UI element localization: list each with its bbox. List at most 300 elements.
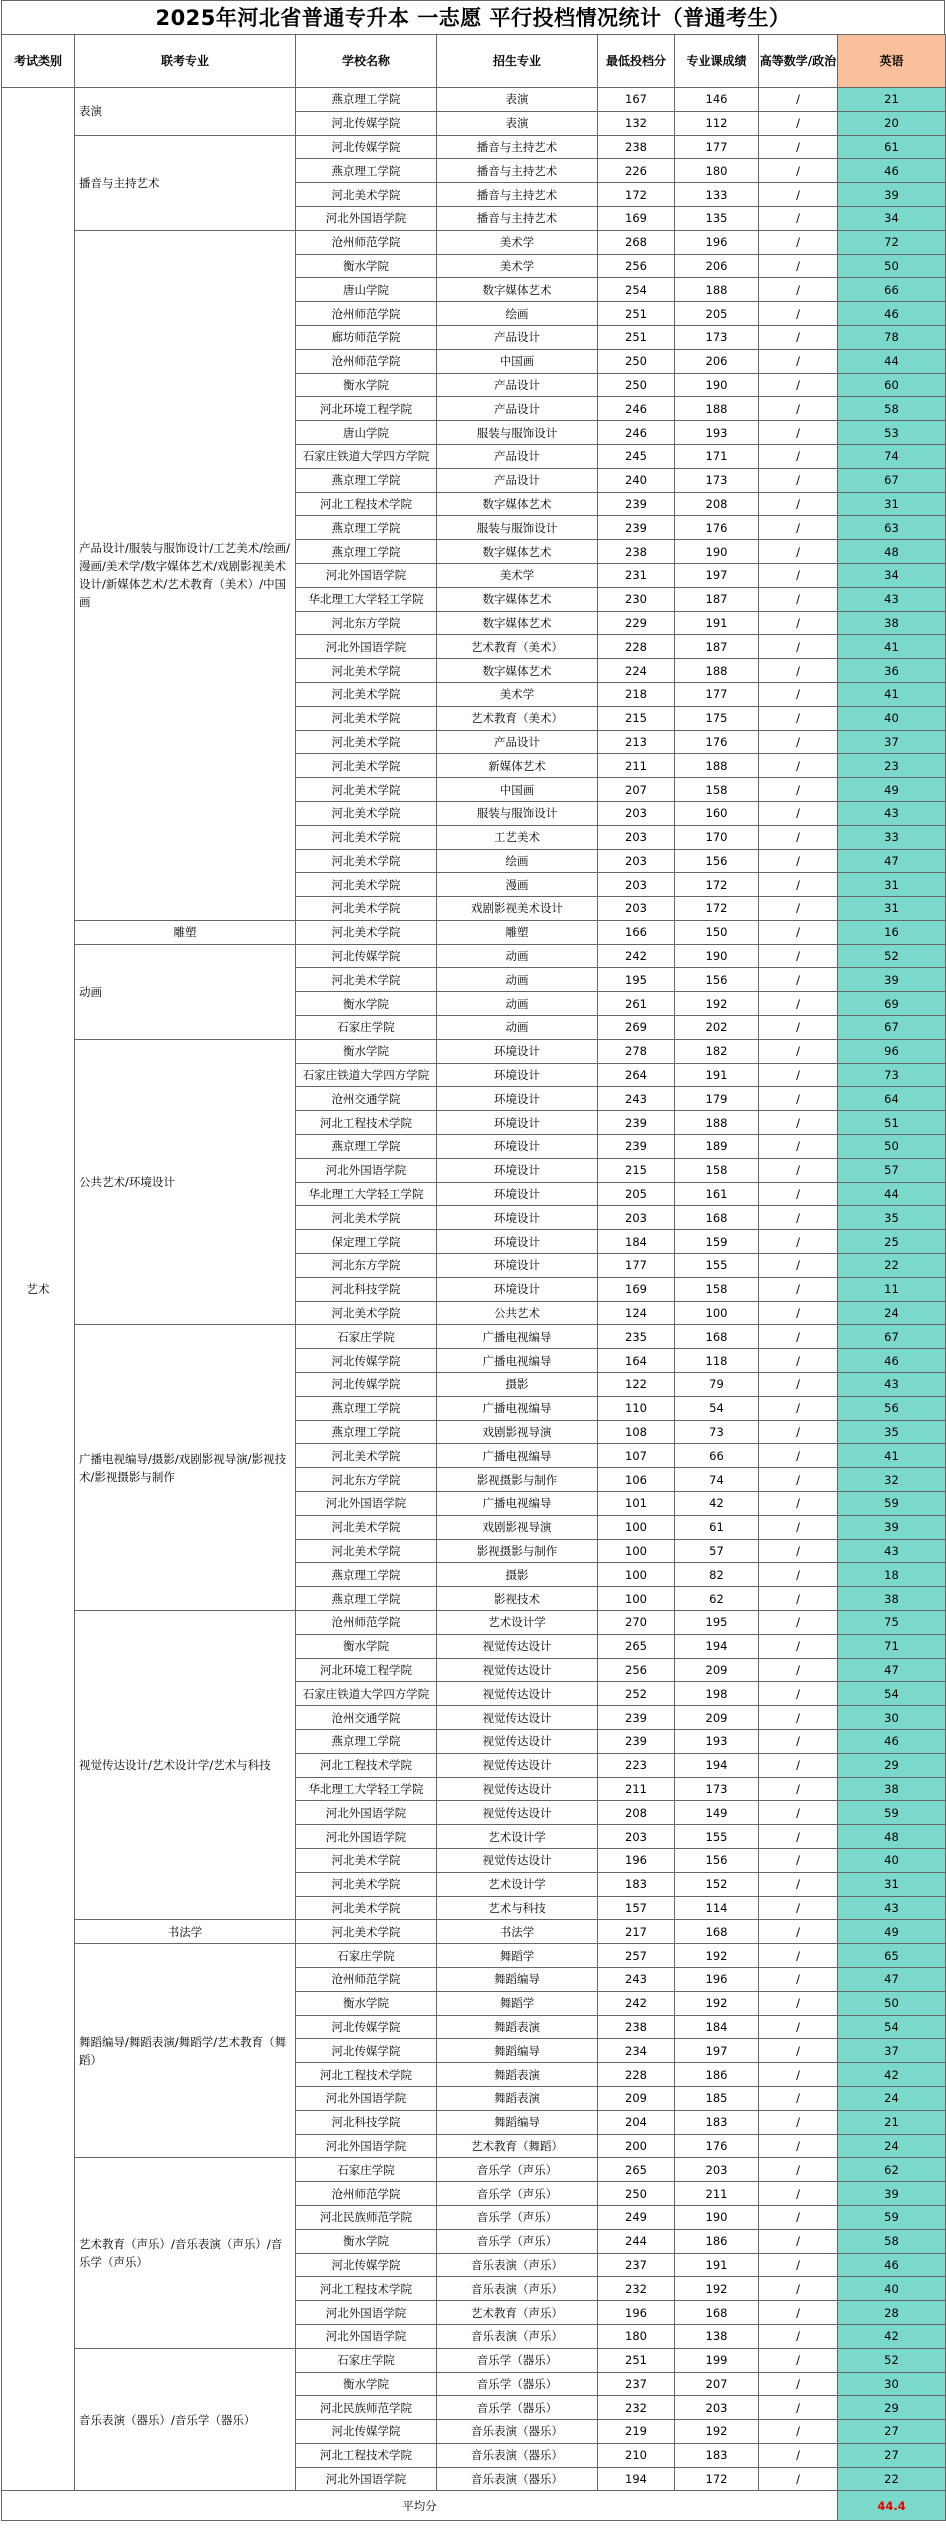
math-politics-cell: /: [759, 88, 838, 112]
math-politics-cell: /: [759, 2182, 838, 2206]
school-cell: 河北工程技术学院: [296, 1753, 437, 1777]
min-score-cell: 124: [598, 1301, 675, 1325]
math-politics-cell: /: [759, 206, 838, 230]
min-score-cell: 268: [598, 230, 675, 254]
school-cell: 河北美术学院: [296, 801, 437, 825]
english-cell: 96: [838, 1039, 946, 1063]
major-course-cell: 176: [675, 516, 759, 540]
major-course-cell: 173: [675, 325, 759, 349]
school-cell: 河北外国语学院: [296, 2301, 437, 2325]
major-course-cell: 168: [675, 2301, 759, 2325]
min-score-cell: 239: [598, 1706, 675, 1730]
min-score-cell: 256: [598, 254, 675, 278]
major-course-cell: 175: [675, 706, 759, 730]
math-politics-cell: /: [759, 1492, 838, 1516]
major-course-cell: 188: [675, 278, 759, 302]
major-course-cell: 172: [675, 2467, 759, 2491]
enroll-major-cell: 环境设计: [437, 1254, 598, 1278]
major-course-cell: 208: [675, 492, 759, 516]
enroll-major-cell: 绘画: [437, 849, 598, 873]
min-score-cell: 243: [598, 1967, 675, 1991]
english-cell: 28: [838, 2301, 946, 2325]
school-cell: 河北传媒学院: [296, 135, 437, 159]
school-cell: 河北美术学院: [296, 1206, 437, 1230]
math-politics-cell: /: [759, 730, 838, 754]
english-cell: 47: [838, 1967, 946, 1991]
math-politics-cell: /: [759, 1753, 838, 1777]
major-course-cell: 211: [675, 2182, 759, 2206]
min-score-cell: 166: [598, 920, 675, 944]
major-course-cell: 188: [675, 659, 759, 683]
major-course-cell: 150: [675, 920, 759, 944]
major-course-cell: 188: [675, 1111, 759, 1135]
enroll-major-cell: 产品设计: [437, 468, 598, 492]
major-course-cell: 202: [675, 1016, 759, 1040]
min-score-cell: 246: [598, 397, 675, 421]
math-politics-cell: /: [759, 587, 838, 611]
major-course-cell: 158: [675, 1277, 759, 1301]
min-score-cell: 238: [598, 2015, 675, 2039]
english-cell: 56: [838, 1396, 946, 1420]
math-politics-cell: /: [759, 635, 838, 659]
enroll-major-cell: 数字媒体艺术: [437, 587, 598, 611]
enroll-major-cell: 艺术教育（美术）: [437, 706, 598, 730]
school-cell: 河北传媒学院: [296, 2420, 437, 2444]
math-politics-cell: /: [759, 230, 838, 254]
school-cell: 河北美术学院: [296, 1444, 437, 1468]
major-course-cell: 191: [675, 1063, 759, 1087]
min-score-cell: 203: [598, 801, 675, 825]
math-politics-cell: /: [759, 1135, 838, 1159]
enroll-major-cell: 环境设计: [437, 1206, 598, 1230]
min-score-cell: 196: [598, 2301, 675, 2325]
english-cell: 63: [838, 516, 946, 540]
school-cell: 河北美术学院: [296, 897, 437, 921]
school-cell: 沧州师范学院: [296, 2182, 437, 2206]
math-politics-cell: /: [759, 1896, 838, 1920]
english-cell: 39: [838, 1515, 946, 1539]
table-row: [2, 2158, 946, 2182]
english-cell: 57: [838, 1158, 946, 1182]
english-cell: 42: [838, 2063, 946, 2087]
min-score-cell: 230: [598, 587, 675, 611]
major-course-cell: 197: [675, 563, 759, 587]
school-cell: 河北传媒学院: [296, 1349, 437, 1373]
school-cell: 石家庄学院: [296, 1016, 437, 1040]
math-politics-cell: /: [759, 1515, 838, 1539]
min-score-cell: 210: [598, 2443, 675, 2467]
major-course-cell: 195: [675, 1611, 759, 1635]
math-politics-cell: /: [759, 254, 838, 278]
school-cell: 河北工程技术学院: [296, 2443, 437, 2467]
math-politics-cell: /: [759, 135, 838, 159]
enroll-major-cell: 舞蹈表演: [437, 2086, 598, 2110]
min-score-cell: 265: [598, 2158, 675, 2182]
min-score-cell: 218: [598, 682, 675, 706]
english-cell: 29: [838, 2396, 946, 2420]
english-cell: 50: [838, 254, 946, 278]
enroll-major-cell: 动画: [437, 992, 598, 1016]
enroll-major-cell: 音乐表演（声乐）: [437, 2324, 598, 2348]
enroll-major-cell: 环境设计: [437, 1063, 598, 1087]
english-cell: 22: [838, 2467, 946, 2491]
school-cell: 河北美术学院: [296, 754, 437, 778]
school-cell: 燕京理工学院: [296, 1135, 437, 1159]
major-course-cell: 197: [675, 2039, 759, 2063]
major-course-cell: 135: [675, 206, 759, 230]
math-politics-cell: /: [759, 706, 838, 730]
min-score-cell: 243: [598, 1087, 675, 1111]
school-cell: 衡水学院: [296, 254, 437, 278]
math-politics-cell: /: [759, 778, 838, 802]
enroll-major-cell: 环境设计: [437, 1182, 598, 1206]
min-score-cell: 211: [598, 754, 675, 778]
min-score-cell: 256: [598, 1658, 675, 1682]
min-score-cell: 213: [598, 730, 675, 754]
major-course-cell: 171: [675, 444, 759, 468]
enroll-major-cell: 视觉传达设计: [437, 1777, 598, 1801]
school-cell: 衡水学院: [296, 1991, 437, 2015]
school-cell: 河北美术学院: [296, 682, 437, 706]
math-politics-cell: /: [759, 2039, 838, 2063]
major-course-cell: 100: [675, 1301, 759, 1325]
major-course-cell: 156: [675, 968, 759, 992]
major-course-cell: 161: [675, 1182, 759, 1206]
major-course-cell: 194: [675, 1753, 759, 1777]
major-course-cell: 173: [675, 468, 759, 492]
math-politics-cell: /: [759, 2063, 838, 2087]
school-cell: 沧州师范学院: [296, 1611, 437, 1635]
major-course-cell: 138: [675, 2324, 759, 2348]
major-course-cell: 79: [675, 1373, 759, 1397]
table-row: [2, 88, 946, 112]
school-cell: 河北美术学院: [296, 659, 437, 683]
min-score-cell: 200: [598, 2134, 675, 2158]
english-cell: 38: [838, 611, 946, 635]
english-cell: 38: [838, 1587, 946, 1611]
major-course-cell: 160: [675, 801, 759, 825]
math-politics-cell: /: [759, 1587, 838, 1611]
english-cell: 74: [838, 444, 946, 468]
english-cell: 22: [838, 1254, 946, 1278]
english-cell: 27: [838, 2443, 946, 2467]
math-politics-cell: /: [759, 2229, 838, 2253]
math-politics-cell: /: [759, 1468, 838, 1492]
min-score-cell: 203: [598, 897, 675, 921]
english-cell: 46: [838, 1349, 946, 1373]
min-score-cell: 251: [598, 2348, 675, 2372]
school-cell: 河北传媒学院: [296, 2253, 437, 2277]
major-course-cell: 180: [675, 159, 759, 183]
min-score-cell: 238: [598, 135, 675, 159]
school-cell: 石家庄学院: [296, 1325, 437, 1349]
major-course-cell: 188: [675, 754, 759, 778]
math-politics-cell: /: [759, 1944, 838, 1968]
min-score-cell: 250: [598, 349, 675, 373]
enroll-major-cell: 环境设计: [437, 1230, 598, 1254]
min-score-cell: 169: [598, 206, 675, 230]
english-cell: 40: [838, 1848, 946, 1872]
enroll-major-cell: 播音与主持艺术: [437, 183, 598, 207]
enroll-major-cell: 戏剧影视导演: [437, 1515, 598, 1539]
min-score-cell: 231: [598, 563, 675, 587]
math-politics-cell: /: [759, 2134, 838, 2158]
min-score-cell: 208: [598, 1801, 675, 1825]
english-cell: 24: [838, 1301, 946, 1325]
enroll-major-cell: 音乐表演（声乐）: [437, 2277, 598, 2301]
school-cell: 河北科技学院: [296, 1277, 437, 1301]
enroll-major-cell: 艺术设计学: [437, 1611, 598, 1635]
min-score-cell: 269: [598, 1016, 675, 1040]
enroll-major-cell: 影视技术: [437, 1587, 598, 1611]
english-cell: 32: [838, 1468, 946, 1492]
exam-major-cell: 舞蹈编导/舞蹈表演/舞蹈学/艺术教育（舞蹈）: [75, 1944, 296, 2158]
header-exam-category: 考试类别: [2, 35, 75, 88]
math-politics-cell: /: [759, 2086, 838, 2110]
english-cell: 49: [838, 1920, 946, 1944]
min-score-cell: 219: [598, 2420, 675, 2444]
min-score-cell: 237: [598, 2372, 675, 2396]
min-score-cell: 100: [598, 1515, 675, 1539]
enroll-major-cell: 视觉传达设计: [437, 1706, 598, 1730]
major-course-cell: 168: [675, 1325, 759, 1349]
english-cell: 50: [838, 1991, 946, 2015]
english-cell: 24: [838, 2086, 946, 2110]
min-score-cell: 205: [598, 1182, 675, 1206]
min-score-cell: 132: [598, 111, 675, 135]
header-major-course: 专业课成绩: [675, 35, 759, 88]
english-cell: 35: [838, 1206, 946, 1230]
exam-major-cell: 艺术教育（声乐）/音乐表演（声乐）/音乐学（声乐）: [75, 2158, 296, 2348]
min-score-cell: 249: [598, 2205, 675, 2229]
enroll-major-cell: 环境设计: [437, 1277, 598, 1301]
major-course-cell: 156: [675, 849, 759, 873]
school-cell: 河北美术学院: [296, 1539, 437, 1563]
english-cell: 11: [838, 1277, 946, 1301]
math-politics-cell: /: [759, 111, 838, 135]
math-politics-cell: /: [759, 1444, 838, 1468]
english-cell: 60: [838, 373, 946, 397]
math-politics-cell: /: [759, 1539, 838, 1563]
enroll-major-cell: 音乐学（声乐）: [437, 2205, 598, 2229]
english-cell: 40: [838, 2277, 946, 2301]
school-cell: 河北东方学院: [296, 1468, 437, 1492]
major-course-cell: 177: [675, 135, 759, 159]
major-course-cell: 179: [675, 1087, 759, 1111]
enroll-major-cell: 数字媒体艺术: [437, 540, 598, 564]
major-course-cell: 168: [675, 1206, 759, 1230]
math-politics-cell: /: [759, 1967, 838, 1991]
english-cell: 44: [838, 349, 946, 373]
school-cell: 燕京理工学院: [296, 540, 437, 564]
school-cell: 河北工程技术学院: [296, 2063, 437, 2087]
enroll-major-cell: 广播电视编导: [437, 1492, 598, 1516]
school-cell: 华北理工大学轻工学院: [296, 1182, 437, 1206]
min-score-cell: 232: [598, 2396, 675, 2420]
math-politics-cell: /: [759, 1920, 838, 1944]
english-cell: 54: [838, 1682, 946, 1706]
min-score-cell: 203: [598, 825, 675, 849]
school-cell: 河北民族师范学院: [296, 2205, 437, 2229]
math-politics-cell: /: [759, 873, 838, 897]
english-cell: 51: [838, 1111, 946, 1135]
enroll-major-cell: 舞蹈编导: [437, 1967, 598, 1991]
enroll-major-cell: 数字媒体艺术: [437, 278, 598, 302]
enroll-major-cell: 音乐表演（器乐）: [437, 2420, 598, 2444]
page-title: 2025年河北省普通专升本 一志愿 平行投档情况统计（普通考生）: [1, 0, 945, 34]
school-cell: 河北美术学院: [296, 968, 437, 992]
enroll-major-cell: 舞蹈表演: [437, 2063, 598, 2087]
average-row: [2, 2491, 946, 2521]
enroll-major-cell: 播音与主持艺术: [437, 206, 598, 230]
table-row: [2, 1920, 946, 1944]
major-course-cell: 170: [675, 825, 759, 849]
min-score-cell: 209: [598, 2086, 675, 2110]
english-cell: 52: [838, 944, 946, 968]
school-cell: 石家庄学院: [296, 1944, 437, 1968]
enroll-major-cell: 视觉传达设计: [437, 1682, 598, 1706]
school-cell: 燕京理工学院: [296, 468, 437, 492]
enroll-major-cell: 戏剧影视美术设计: [437, 897, 598, 921]
enroll-major-cell: 产品设计: [437, 373, 598, 397]
enroll-major-cell: 绘画: [437, 302, 598, 326]
enroll-major-cell: 播音与主持艺术: [437, 135, 598, 159]
min-score-cell: 177: [598, 1254, 675, 1278]
school-cell: 河北环境工程学院: [296, 1658, 437, 1682]
major-course-cell: 209: [675, 1706, 759, 1730]
english-cell: 30: [838, 2372, 946, 2396]
school-cell: 燕京理工学院: [296, 88, 437, 112]
enroll-major-cell: 戏剧影视导演: [437, 1420, 598, 1444]
enroll-major-cell: 视觉传达设计: [437, 1634, 598, 1658]
min-score-cell: 252: [598, 1682, 675, 1706]
exam-major-cell: 表演: [75, 88, 296, 136]
english-cell: 24: [838, 2134, 946, 2158]
major-course-cell: 187: [675, 635, 759, 659]
major-course-cell: 155: [675, 1825, 759, 1849]
enroll-major-cell: 艺术设计学: [437, 1872, 598, 1896]
major-course-cell: 185: [675, 2086, 759, 2110]
major-course-cell: 172: [675, 897, 759, 921]
math-politics-cell: /: [759, 540, 838, 564]
min-score-cell: 215: [598, 1158, 675, 1182]
major-course-cell: 176: [675, 2134, 759, 2158]
major-course-cell: 192: [675, 2277, 759, 2301]
table-row: [2, 1611, 946, 1635]
math-politics-cell: /: [759, 1682, 838, 1706]
english-cell: 59: [838, 1492, 946, 1516]
school-cell: 石家庄铁道大学四方学院: [296, 1682, 437, 1706]
math-politics-cell: /: [759, 1087, 838, 1111]
school-cell: 河北科技学院: [296, 2110, 437, 2134]
exam-major-cell: 音乐表演（器乐）/音乐学（器乐）: [75, 2348, 296, 2491]
enroll-major-cell: 动画: [437, 1016, 598, 1040]
math-politics-cell: /: [759, 1563, 838, 1587]
major-course-cell: 191: [675, 611, 759, 635]
math-politics-cell: /: [759, 1706, 838, 1730]
enroll-major-cell: 新媒体艺术: [437, 754, 598, 778]
math-politics-cell: /: [759, 373, 838, 397]
school-cell: 河北传媒学院: [296, 1373, 437, 1397]
english-cell: 58: [838, 2229, 946, 2253]
major-course-cell: 186: [675, 2229, 759, 2253]
english-cell: 40: [838, 706, 946, 730]
min-score-cell: 207: [598, 778, 675, 802]
school-cell: 华北理工大学轻工学院: [296, 1777, 437, 1801]
min-score-cell: 239: [598, 492, 675, 516]
school-cell: 河北美术学院: [296, 1848, 437, 1872]
math-politics-cell: /: [759, 897, 838, 921]
major-course-cell: 203: [675, 2396, 759, 2420]
min-score-cell: 107: [598, 1444, 675, 1468]
enroll-major-cell: 舞蹈学: [437, 1944, 598, 1968]
major-course-cell: 73: [675, 1420, 759, 1444]
min-score-cell: 239: [598, 1729, 675, 1753]
table-row: [2, 2348, 946, 2372]
math-politics-cell: /: [759, 1825, 838, 1849]
enroll-major-cell: 环境设计: [437, 1158, 598, 1182]
enroll-major-cell: 产品设计: [437, 397, 598, 421]
school-cell: 燕京理工学院: [296, 516, 437, 540]
min-score-cell: 106: [598, 1468, 675, 1492]
school-cell: 河北美术学院: [296, 849, 437, 873]
min-score-cell: 180: [598, 2324, 675, 2348]
enroll-major-cell: 视觉传达设计: [437, 1848, 598, 1872]
enroll-major-cell: 舞蹈编导: [437, 2039, 598, 2063]
school-cell: 燕京理工学院: [296, 1729, 437, 1753]
min-score-cell: 245: [598, 444, 675, 468]
table-row: [2, 135, 946, 159]
math-politics-cell: /: [759, 1420, 838, 1444]
min-score-cell: 167: [598, 88, 675, 112]
math-politics-cell: /: [759, 659, 838, 683]
school-cell: 燕京理工学院: [296, 1587, 437, 1611]
major-course-cell: 158: [675, 778, 759, 802]
school-cell: 河北外国语学院: [296, 2086, 437, 2110]
math-politics-cell: /: [759, 2324, 838, 2348]
english-cell: 65: [838, 1944, 946, 1968]
enroll-major-cell: 产品设计: [437, 444, 598, 468]
english-cell: 27: [838, 2420, 946, 2444]
min-score-cell: 108: [598, 1420, 675, 1444]
math-politics-cell: /: [759, 1111, 838, 1135]
english-cell: 44: [838, 1182, 946, 1206]
enroll-major-cell: 舞蹈表演: [437, 2015, 598, 2039]
english-cell: 25: [838, 1230, 946, 1254]
english-cell: 37: [838, 730, 946, 754]
english-cell: 48: [838, 1825, 946, 1849]
english-cell: 53: [838, 421, 946, 445]
major-course-cell: 186: [675, 2063, 759, 2087]
school-cell: 河北美术学院: [296, 1301, 437, 1325]
major-course-cell: 156: [675, 1848, 759, 1872]
table-body: [2, 88, 946, 2491]
school-cell: 沧州师范学院: [296, 230, 437, 254]
school-cell: 石家庄学院: [296, 2348, 437, 2372]
min-score-cell: 254: [598, 278, 675, 302]
score-sheet: [1, 0, 945, 2521]
major-course-cell: 57: [675, 1539, 759, 1563]
min-score-cell: 194: [598, 2467, 675, 2491]
math-politics-cell: /: [759, 2110, 838, 2134]
major-course-cell: 133: [675, 183, 759, 207]
min-score-cell: 240: [598, 468, 675, 492]
major-course-cell: 62: [675, 1587, 759, 1611]
english-cell: 41: [838, 635, 946, 659]
enroll-major-cell: 播音与主持艺术: [437, 159, 598, 183]
math-politics-cell: /: [759, 1872, 838, 1896]
english-cell: 73: [838, 1063, 946, 1087]
